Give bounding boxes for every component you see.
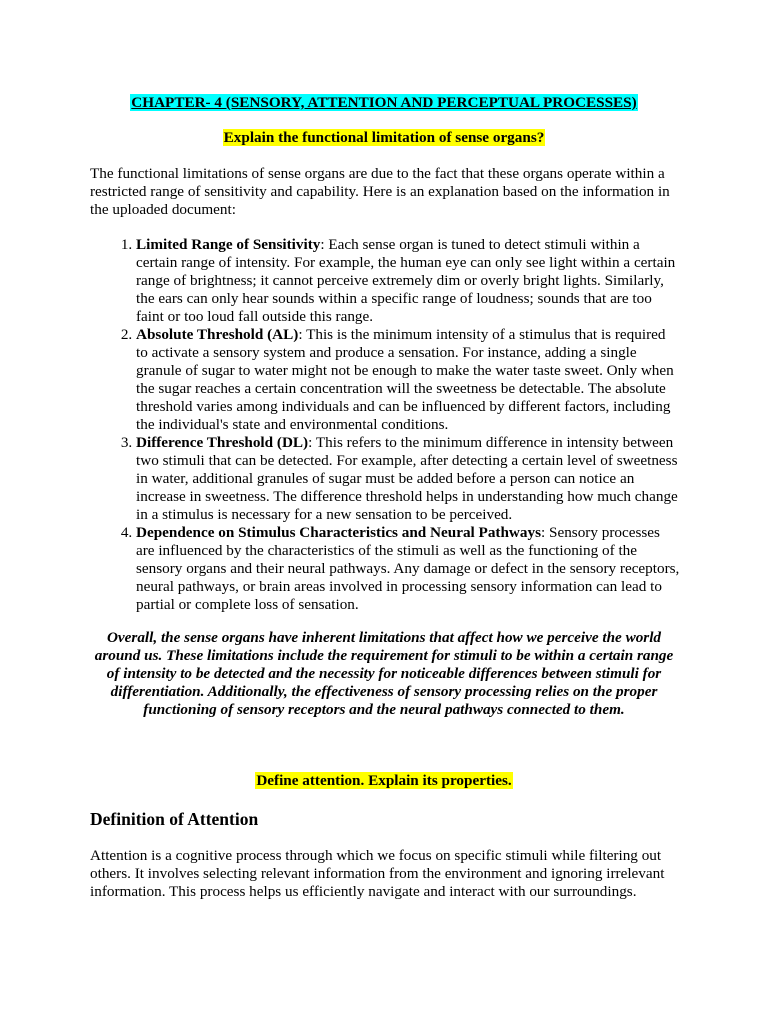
summary-paragraph: Overall, the sense organs have inherent limitations that affect how we perceive the world around us. These limitations include the requirement for stimuli to be within a certain range of intensity to be detected and the necessity for noticeable differences between stimuli for differentiation. Additionally, the effectiveness of sensory processing relies on the proper functioning of sensory receptors and the neural pathways connected to them. bbox=[94, 629, 674, 718]
question-1: Explain the functional limitation of sense organs? bbox=[223, 129, 545, 146]
list-item-term: Absolute Threshold (AL) bbox=[136, 326, 299, 343]
chapter-title: CHAPTER- 4 (SENSORY, ATTENTION AND PERCEPTUAL PROCESSES) bbox=[131, 94, 637, 111]
question-1-line bbox=[0, 129, 768, 147]
attention-paragraph: Attention is a cognitive process through which we focus on specific stimuli while filtering out others. It involves selecting relevant information from the environment and ignoring irrelevant information. This process helps us efficiently navigate and interact with our surroundings. bbox=[90, 847, 665, 900]
question-2: Define attention. Explain its properties. bbox=[256, 772, 512, 789]
list-item bbox=[136, 434, 680, 524]
list-item-text: : Sensory processes are influenced by the characteristics of the stimuli as well as the functioning of the sensory organs and their neural pathways. Any damage or defect in the sensory receptors, neural pathways, or brain areas involved in processing sensory information can lead to partial or complete loss of sensation. bbox=[136, 524, 680, 613]
question-2-line bbox=[0, 772, 768, 790]
list-item-text: : This refers to the minimum difference in intensity between two stimuli that can be detected. For example, after detecting a certain level of sweetness in water, additional granules of sugar must be added before a person can notice an increase in sweetness. The difference threshold helps in understanding how much change in a stimulus is necessary for a new sensation to be perceived. bbox=[136, 434, 678, 523]
list-item bbox=[136, 326, 680, 434]
list-item-term: Difference Threshold (DL) bbox=[136, 434, 309, 451]
list-item bbox=[136, 236, 680, 326]
intro-paragraph: The functional limitations of sense organs are due to the fact that these organs operate within a restricted range of sensitivity and capability. Here is an explanation based on the information in the uploaded document: bbox=[90, 165, 670, 218]
list-item-text: : Each sense organ is tuned to detect stimuli within a certain range of intensity. For example, the human eye can only see light within a certain range of brightness; it cannot perceive extremely dim or overly bright lights. Similarly, the ears can only hear sounds within a specific range of loudness; sounds that are too faint or too loud fall outside this range. bbox=[136, 236, 676, 325]
limitations-list bbox=[90, 236, 680, 614]
list-item-term: Limited Range of Sensitivity bbox=[136, 236, 321, 253]
list-item bbox=[136, 524, 680, 614]
section-heading: Definition of Attention bbox=[90, 809, 259, 829]
list-item-text: : This is the minimum intensity of a stimulus that is required to activate a sensory system and produce a sensation. For instance, adding a single granule of sugar to water might not be enough to make the water taste sweet. Only when the sugar reaches a certain concentration will the sweetness be detectable. The absolute threshold varies among individuals and can be influenced by different factors, including the individual's state and environmental conditions. bbox=[136, 326, 674, 433]
chapter-title-line bbox=[0, 94, 768, 112]
list-item-term: Dependence on Stimulus Characteristics and Neural Pathways bbox=[136, 524, 541, 541]
